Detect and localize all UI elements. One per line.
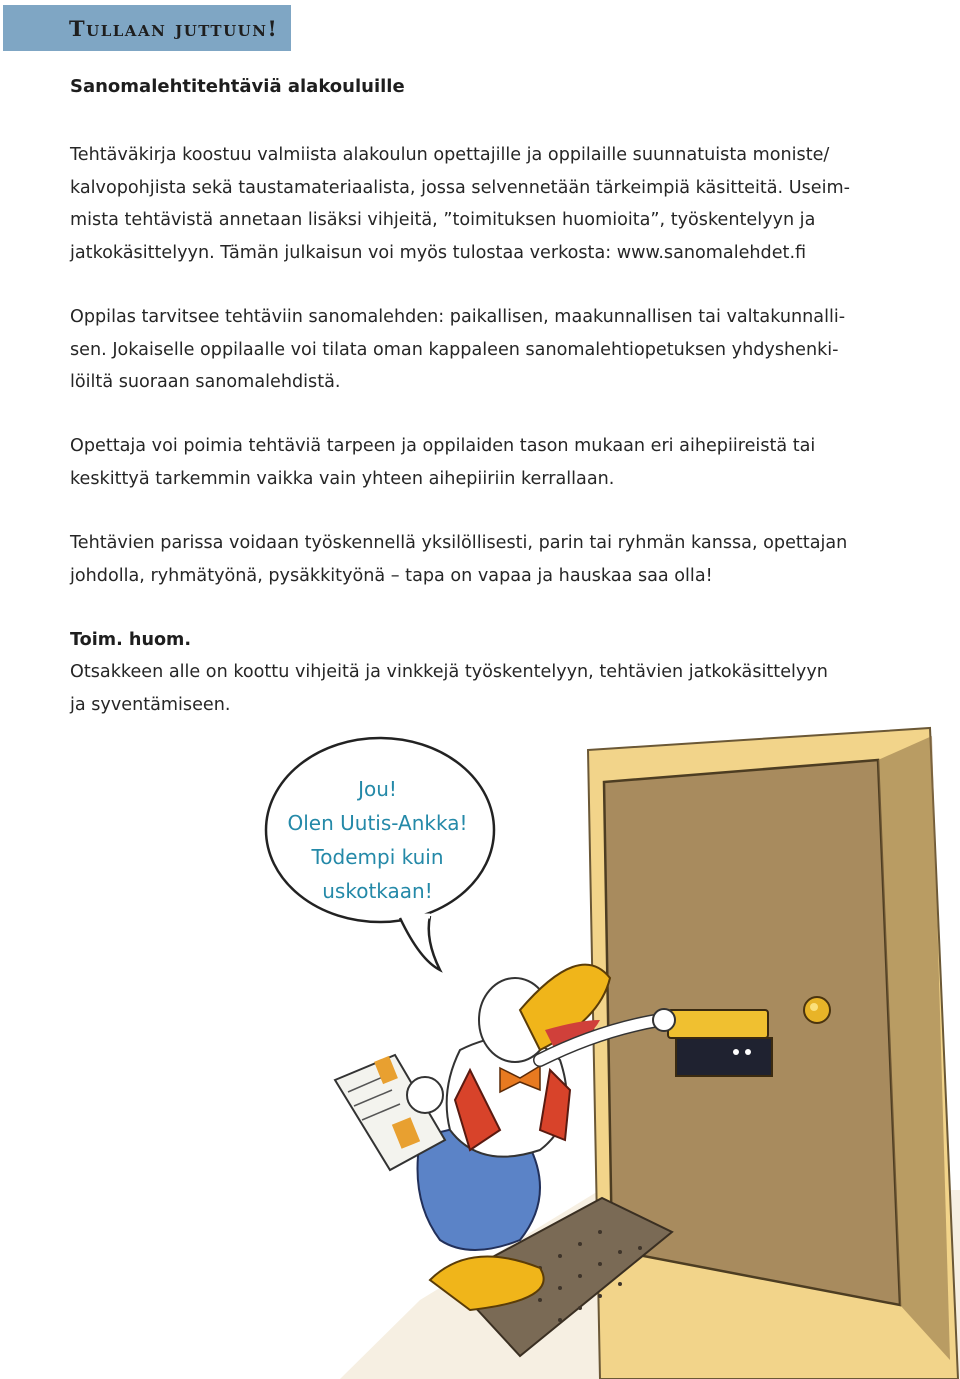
work-methods-paragraph bbox=[70, 527, 848, 592]
speech-line: Olen Uutis-Ankka! bbox=[287, 811, 468, 835]
paragraph-line: mista tehtävistä annetaan lisäksi vihjeitä, ”toimituksen huomioita”, työskentelyyn ja bbox=[70, 210, 816, 230]
paragraph-line: keskittyä tarkemmin vaikka vain yhteen aihepiiriin kerrallaan. bbox=[70, 468, 615, 489]
paragraph-line: kalvopohjista sekä taustamateriaalista, jossa selvennetään tärkeimpiä käsitteitä. Useim- bbox=[70, 177, 850, 198]
paragraph-line: Otsakkeen alle on koottu vihjeitä ja vinkkejä työskentelyyn, tehtävien jatkokäsittelyyn bbox=[70, 662, 828, 682]
speech-bubble-text bbox=[270, 772, 485, 908]
document-title: Sanomalehtitehtäviä alakouluille bbox=[70, 76, 405, 97]
mail-slot bbox=[668, 1010, 772, 1076]
paragraph-line: Tehtäväkirja koostuu valmiista alakoulun opettajille ja oppilaille suunnatuista moniste/ bbox=[70, 145, 830, 165]
speech-line: Todempi kuin bbox=[311, 845, 444, 869]
door-knob bbox=[804, 997, 830, 1023]
paragraph-line: Oppilas tarvitsee tehtäviin sanomalehden: paikallisen, maakunnallisen tai valtakunnalli- bbox=[70, 307, 846, 327]
paragraph-line: Tehtävien parissa voidaan työskennellä yksilöllisesti, parin tai ryhmän kanssa, opettajan bbox=[70, 533, 848, 553]
paragraph-line: löiltä suoraan sanomalehdistä. bbox=[70, 372, 341, 392]
editor-note-heading: Toim. huom. bbox=[70, 630, 192, 650]
paragraph-line: jatkokäsittelyyn. Tämän julkaisun voi myös tulostaa verkosta: www.sanomalehdet.fi bbox=[70, 242, 807, 263]
paragraph-line: ja syventämiseen. bbox=[70, 694, 231, 715]
speech-line: Jou! bbox=[358, 777, 397, 801]
door bbox=[588, 728, 958, 1379]
section-header-title: Tullaan juttuun! bbox=[69, 15, 279, 41]
section-header-bar bbox=[3, 5, 291, 51]
speech-line: uskotkaan! bbox=[322, 879, 433, 903]
paragraph-line: johdolla, ryhmätyönä, pysäkkityönä – tapa on vapaa ja hauskaa saa olla! bbox=[70, 565, 713, 586]
intro-paragraph bbox=[70, 139, 850, 269]
editor-note-paragraph bbox=[70, 656, 830, 721]
paragraph-line: sen. Jokaiselle oppilaalle voi tilata oman kappaleen sanomalehtiopetuksen yhdyshenki- bbox=[70, 339, 839, 360]
newspaper-paragraph bbox=[70, 301, 846, 399]
paragraph-line: Opettaja voi poimia tehtäviä tarpeen ja oppilaiden tason mukaan eri aihepiireistä tai bbox=[70, 436, 816, 456]
teacher-paragraph bbox=[70, 430, 830, 495]
